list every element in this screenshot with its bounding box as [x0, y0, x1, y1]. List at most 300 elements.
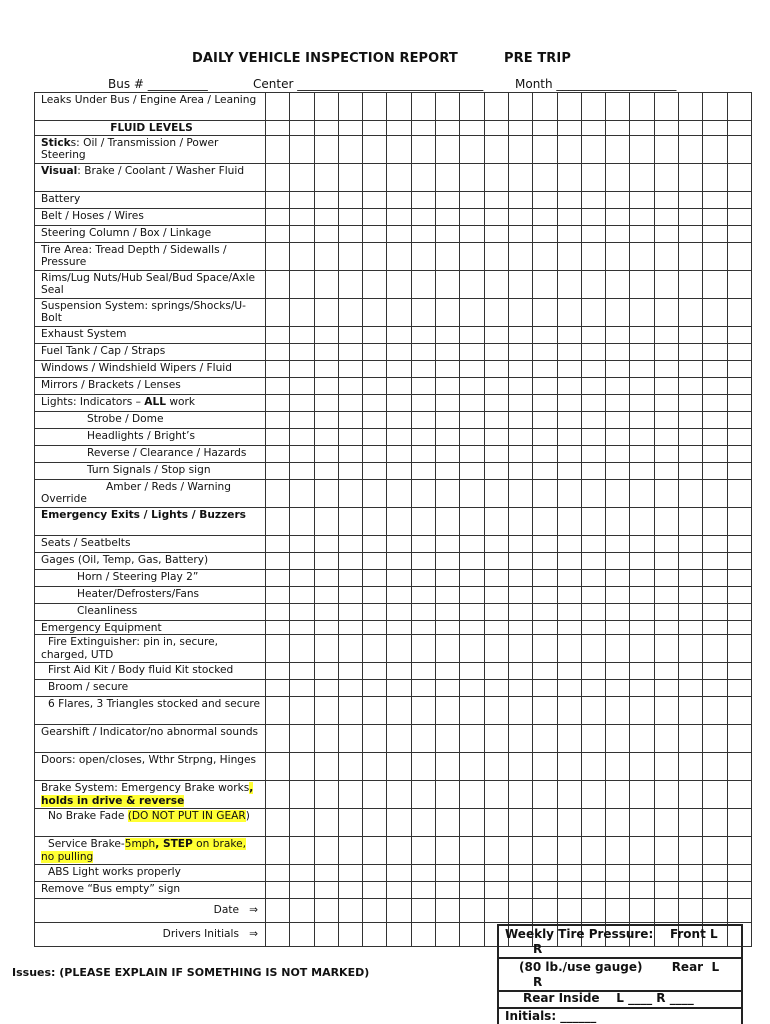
day-check-cell[interactable]: [266, 620, 290, 635]
day-check-cell[interactable]: [363, 837, 387, 865]
day-check-cell[interactable]: [606, 377, 630, 394]
day-check-cell[interactable]: [679, 270, 703, 298]
day-check-cell[interactable]: [266, 298, 290, 326]
day-check-cell[interactable]: [508, 753, 532, 781]
day-check-cell[interactable]: [387, 899, 411, 923]
day-check-cell[interactable]: [411, 865, 435, 882]
day-check-cell[interactable]: [703, 377, 727, 394]
day-check-cell[interactable]: [703, 865, 727, 882]
day-check-cell[interactable]: [411, 697, 435, 725]
day-check-cell[interactable]: [508, 725, 532, 753]
day-check-cell[interactable]: [557, 163, 581, 191]
day-check-cell[interactable]: [338, 242, 362, 270]
day-check-cell[interactable]: [679, 428, 703, 445]
day-check-cell[interactable]: [460, 809, 484, 837]
day-check-cell[interactable]: [703, 462, 727, 479]
day-check-cell[interactable]: [703, 298, 727, 326]
day-check-cell[interactable]: [314, 445, 338, 462]
day-check-cell[interactable]: [581, 377, 605, 394]
day-check-cell[interactable]: [654, 121, 678, 136]
day-check-cell[interactable]: [727, 899, 751, 923]
day-check-cell[interactable]: [484, 191, 508, 208]
day-check-cell[interactable]: [557, 680, 581, 697]
day-check-cell[interactable]: [460, 680, 484, 697]
day-check-cell[interactable]: [654, 680, 678, 697]
day-check-cell[interactable]: [266, 635, 290, 663]
day-check-cell[interactable]: [290, 462, 314, 479]
day-check-cell[interactable]: [508, 135, 532, 163]
day-check-cell[interactable]: [533, 753, 557, 781]
day-check-cell[interactable]: [363, 191, 387, 208]
day-check-cell[interactable]: [363, 899, 387, 923]
day-check-cell[interactable]: [266, 377, 290, 394]
day-check-cell[interactable]: [436, 923, 460, 947]
day-check-cell[interactable]: [630, 225, 654, 242]
day-check-cell[interactable]: [290, 163, 314, 191]
day-check-cell[interactable]: [606, 635, 630, 663]
day-check-cell[interactable]: [703, 697, 727, 725]
day-check-cell[interactable]: [436, 93, 460, 121]
day-check-cell[interactable]: [581, 620, 605, 635]
day-check-cell[interactable]: [727, 753, 751, 781]
day-check-cell[interactable]: [484, 360, 508, 377]
day-check-cell[interactable]: [387, 680, 411, 697]
day-check-cell[interactable]: [581, 586, 605, 603]
day-check-cell[interactable]: [630, 809, 654, 837]
day-check-cell[interactable]: [484, 445, 508, 462]
day-check-cell[interactable]: [533, 507, 557, 535]
day-check-cell[interactable]: [679, 620, 703, 635]
day-check-cell[interactable]: [557, 507, 581, 535]
day-check-cell[interactable]: [266, 225, 290, 242]
day-check-cell[interactable]: [533, 635, 557, 663]
day-check-cell[interactable]: [630, 603, 654, 620]
day-check-cell[interactable]: [630, 377, 654, 394]
day-check-cell[interactable]: [606, 191, 630, 208]
day-check-cell[interactable]: [314, 191, 338, 208]
day-check-cell[interactable]: [727, 680, 751, 697]
day-check-cell[interactable]: [436, 620, 460, 635]
day-check-cell[interactable]: [557, 552, 581, 569]
day-check-cell[interactable]: [338, 781, 362, 809]
day-check-cell[interactable]: [314, 394, 338, 411]
day-check-cell[interactable]: [363, 208, 387, 225]
day-check-cell[interactable]: [557, 326, 581, 343]
day-check-cell[interactable]: [436, 191, 460, 208]
day-check-cell[interactable]: [533, 809, 557, 837]
day-check-cell[interactable]: [314, 135, 338, 163]
day-check-cell[interactable]: [290, 428, 314, 445]
day-check-cell[interactable]: [411, 680, 435, 697]
day-check-cell[interactable]: [436, 298, 460, 326]
day-check-cell[interactable]: [363, 428, 387, 445]
day-check-cell[interactable]: [387, 462, 411, 479]
day-check-cell[interactable]: [314, 270, 338, 298]
day-check-cell[interactable]: [314, 882, 338, 899]
day-check-cell[interactable]: [338, 680, 362, 697]
day-check-cell[interactable]: [654, 270, 678, 298]
day-check-cell[interactable]: [654, 753, 678, 781]
day-check-cell[interactable]: [606, 242, 630, 270]
day-check-cell[interactable]: [727, 135, 751, 163]
day-check-cell[interactable]: [654, 462, 678, 479]
day-check-cell[interactable]: [363, 635, 387, 663]
day-check-cell[interactable]: [411, 326, 435, 343]
day-check-cell[interactable]: [581, 753, 605, 781]
day-check-cell[interactable]: [727, 270, 751, 298]
day-check-cell[interactable]: [533, 865, 557, 882]
day-check-cell[interactable]: [387, 445, 411, 462]
day-check-cell[interactable]: [533, 225, 557, 242]
day-check-cell[interactable]: [436, 781, 460, 809]
day-check-cell[interactable]: [436, 586, 460, 603]
day-check-cell[interactable]: [533, 377, 557, 394]
day-check-cell[interactable]: [436, 809, 460, 837]
day-check-cell[interactable]: [290, 445, 314, 462]
day-check-cell[interactable]: [581, 697, 605, 725]
day-check-cell[interactable]: [557, 635, 581, 663]
day-check-cell[interactable]: [314, 680, 338, 697]
day-check-cell[interactable]: [703, 343, 727, 360]
day-check-cell[interactable]: [557, 121, 581, 136]
day-check-cell[interactable]: [508, 899, 532, 923]
day-check-cell[interactable]: [460, 208, 484, 225]
day-check-cell[interactable]: [727, 225, 751, 242]
day-check-cell[interactable]: [727, 882, 751, 899]
day-check-cell[interactable]: [679, 809, 703, 837]
day-check-cell[interactable]: [703, 809, 727, 837]
day-check-cell[interactable]: [290, 552, 314, 569]
day-check-cell[interactable]: [387, 360, 411, 377]
day-check-cell[interactable]: [411, 428, 435, 445]
day-check-cell[interactable]: [557, 135, 581, 163]
day-check-cell[interactable]: [290, 121, 314, 136]
day-check-cell[interactable]: [387, 121, 411, 136]
day-check-cell[interactable]: [484, 428, 508, 445]
day-check-cell[interactable]: [290, 479, 314, 507]
day-check-cell[interactable]: [581, 360, 605, 377]
day-check-cell[interactable]: [727, 635, 751, 663]
day-check-cell[interactable]: [727, 535, 751, 552]
day-check-cell[interactable]: [703, 163, 727, 191]
day-check-cell[interactable]: [266, 899, 290, 923]
day-check-cell[interactable]: [266, 445, 290, 462]
day-check-cell[interactable]: [727, 697, 751, 725]
day-check-cell[interactable]: [460, 899, 484, 923]
day-check-cell[interactable]: [411, 445, 435, 462]
day-check-cell[interactable]: [679, 445, 703, 462]
day-check-cell[interactable]: [363, 603, 387, 620]
day-check-cell[interactable]: [533, 135, 557, 163]
day-check-cell[interactable]: [508, 882, 532, 899]
day-check-cell[interactable]: [460, 507, 484, 535]
day-check-cell[interactable]: [460, 882, 484, 899]
day-check-cell[interactable]: [290, 394, 314, 411]
day-check-cell[interactable]: [266, 680, 290, 697]
day-check-cell[interactable]: [557, 242, 581, 270]
day-check-cell[interactable]: [533, 191, 557, 208]
day-check-cell[interactable]: [266, 552, 290, 569]
day-check-cell[interactable]: [338, 428, 362, 445]
day-check-cell[interactable]: [533, 552, 557, 569]
day-check-cell[interactable]: [533, 360, 557, 377]
day-check-cell[interactable]: [508, 781, 532, 809]
day-check-cell[interactable]: [338, 191, 362, 208]
day-check-cell[interactable]: [387, 411, 411, 428]
day-check-cell[interactable]: [290, 635, 314, 663]
day-check-cell[interactable]: [387, 697, 411, 725]
day-check-cell[interactable]: [411, 377, 435, 394]
day-check-cell[interactable]: [290, 603, 314, 620]
day-check-cell[interactable]: [460, 191, 484, 208]
day-check-cell[interactable]: [338, 552, 362, 569]
day-check-cell[interactable]: [679, 535, 703, 552]
day-check-cell[interactable]: [581, 225, 605, 242]
day-check-cell[interactable]: [533, 603, 557, 620]
day-check-cell[interactable]: [290, 586, 314, 603]
day-check-cell[interactable]: [338, 635, 362, 663]
day-check-cell[interactable]: [338, 208, 362, 225]
day-check-cell[interactable]: [703, 899, 727, 923]
day-check-cell[interactable]: [508, 377, 532, 394]
day-check-cell[interactable]: [411, 635, 435, 663]
day-check-cell[interactable]: [460, 586, 484, 603]
day-check-cell[interactable]: [703, 135, 727, 163]
day-check-cell[interactable]: [727, 343, 751, 360]
day-check-cell[interactable]: [314, 781, 338, 809]
day-check-cell[interactable]: [338, 343, 362, 360]
day-check-cell[interactable]: [508, 479, 532, 507]
day-check-cell[interactable]: [314, 326, 338, 343]
day-check-cell[interactable]: [654, 343, 678, 360]
day-check-cell[interactable]: [606, 135, 630, 163]
day-check-cell[interactable]: [630, 680, 654, 697]
day-check-cell[interactable]: [387, 809, 411, 837]
day-check-cell[interactable]: [484, 208, 508, 225]
day-check-cell[interactable]: [727, 603, 751, 620]
day-check-cell[interactable]: [727, 837, 751, 865]
day-check-cell[interactable]: [679, 360, 703, 377]
day-check-cell[interactable]: [290, 809, 314, 837]
day-check-cell[interactable]: [411, 569, 435, 586]
day-check-cell[interactable]: [654, 809, 678, 837]
day-check-cell[interactable]: [436, 462, 460, 479]
day-check-cell[interactable]: [436, 899, 460, 923]
center-field[interactable]: Center _______________________________: [253, 77, 484, 91]
day-check-cell[interactable]: [533, 326, 557, 343]
day-check-cell[interactable]: [436, 428, 460, 445]
day-check-cell[interactable]: [606, 837, 630, 865]
day-check-cell[interactable]: [314, 569, 338, 586]
day-check-cell[interactable]: [630, 569, 654, 586]
day-check-cell[interactable]: [508, 865, 532, 882]
day-check-cell[interactable]: [703, 394, 727, 411]
day-check-cell[interactable]: [654, 298, 678, 326]
day-check-cell[interactable]: [557, 569, 581, 586]
day-check-cell[interactable]: [508, 680, 532, 697]
day-check-cell[interactable]: [436, 270, 460, 298]
day-check-cell[interactable]: [387, 569, 411, 586]
day-check-cell[interactable]: [290, 697, 314, 725]
day-check-cell[interactable]: [606, 208, 630, 225]
day-check-cell[interactable]: [557, 394, 581, 411]
day-check-cell[interactable]: [460, 135, 484, 163]
day-check-cell[interactable]: [363, 569, 387, 586]
day-check-cell[interactable]: [460, 603, 484, 620]
day-check-cell[interactable]: [363, 781, 387, 809]
day-check-cell[interactable]: [411, 208, 435, 225]
day-check-cell[interactable]: [314, 899, 338, 923]
day-check-cell[interactable]: [484, 680, 508, 697]
day-check-cell[interactable]: [484, 93, 508, 121]
day-check-cell[interactable]: [533, 479, 557, 507]
day-check-cell[interactable]: [630, 445, 654, 462]
day-check-cell[interactable]: [460, 411, 484, 428]
day-check-cell[interactable]: [508, 697, 532, 725]
day-check-cell[interactable]: [679, 242, 703, 270]
day-check-cell[interactable]: [703, 603, 727, 620]
day-check-cell[interactable]: [460, 242, 484, 270]
day-check-cell[interactable]: [387, 663, 411, 680]
day-check-cell[interactable]: [606, 445, 630, 462]
day-check-cell[interactable]: [581, 507, 605, 535]
day-check-cell[interactable]: [387, 163, 411, 191]
day-check-cell[interactable]: [266, 753, 290, 781]
day-check-cell[interactable]: [411, 882, 435, 899]
day-check-cell[interactable]: [557, 225, 581, 242]
day-check-cell[interactable]: [727, 163, 751, 191]
day-check-cell[interactable]: [557, 809, 581, 837]
day-check-cell[interactable]: [630, 242, 654, 270]
day-check-cell[interactable]: [387, 343, 411, 360]
day-check-cell[interactable]: [727, 620, 751, 635]
day-check-cell[interactable]: [630, 121, 654, 136]
day-check-cell[interactable]: [654, 411, 678, 428]
day-check-cell[interactable]: [727, 663, 751, 680]
day-check-cell[interactable]: [411, 121, 435, 136]
day-check-cell[interactable]: [460, 781, 484, 809]
day-check-cell[interactable]: [654, 882, 678, 899]
day-check-cell[interactable]: [630, 837, 654, 865]
day-check-cell[interactable]: [266, 586, 290, 603]
day-check-cell[interactable]: [557, 535, 581, 552]
day-check-cell[interactable]: [363, 93, 387, 121]
day-check-cell[interactable]: [557, 270, 581, 298]
day-check-cell[interactable]: [363, 242, 387, 270]
day-check-cell[interactable]: [460, 725, 484, 753]
day-check-cell[interactable]: [387, 326, 411, 343]
day-check-cell[interactable]: [679, 865, 703, 882]
day-check-cell[interactable]: [630, 360, 654, 377]
day-check-cell[interactable]: [581, 93, 605, 121]
day-check-cell[interactable]: [703, 242, 727, 270]
day-check-cell[interactable]: [679, 298, 703, 326]
day-check-cell[interactable]: [533, 837, 557, 865]
day-check-cell[interactable]: [266, 865, 290, 882]
day-check-cell[interactable]: [679, 781, 703, 809]
day-check-cell[interactable]: [387, 242, 411, 270]
day-check-cell[interactable]: [727, 208, 751, 225]
day-check-cell[interactable]: [460, 697, 484, 725]
day-check-cell[interactable]: [363, 225, 387, 242]
day-check-cell[interactable]: [533, 781, 557, 809]
day-check-cell[interactable]: [314, 507, 338, 535]
day-check-cell[interactable]: [436, 479, 460, 507]
day-check-cell[interactable]: [460, 377, 484, 394]
day-check-cell[interactable]: [581, 635, 605, 663]
day-check-cell[interactable]: [581, 725, 605, 753]
day-check-cell[interactable]: [606, 753, 630, 781]
day-check-cell[interactable]: [460, 635, 484, 663]
day-check-cell[interactable]: [679, 208, 703, 225]
day-check-cell[interactable]: [630, 753, 654, 781]
day-check-cell[interactable]: [436, 725, 460, 753]
day-check-cell[interactable]: [654, 191, 678, 208]
day-check-cell[interactable]: [484, 377, 508, 394]
day-check-cell[interactable]: [703, 208, 727, 225]
day-check-cell[interactable]: [679, 899, 703, 923]
day-check-cell[interactable]: [363, 809, 387, 837]
day-check-cell[interactable]: [363, 882, 387, 899]
day-check-cell[interactable]: [338, 135, 362, 163]
day-check-cell[interactable]: [363, 552, 387, 569]
day-check-cell[interactable]: [387, 377, 411, 394]
day-check-cell[interactable]: [581, 191, 605, 208]
day-check-cell[interactable]: [314, 535, 338, 552]
day-check-cell[interactable]: [387, 507, 411, 535]
day-check-cell[interactable]: [484, 620, 508, 635]
day-check-cell[interactable]: [436, 343, 460, 360]
day-check-cell[interactable]: [484, 479, 508, 507]
day-check-cell[interactable]: [703, 781, 727, 809]
day-check-cell[interactable]: [338, 225, 362, 242]
day-check-cell[interactable]: [727, 462, 751, 479]
day-check-cell[interactable]: [387, 298, 411, 326]
day-check-cell[interactable]: [460, 663, 484, 680]
day-check-cell[interactable]: [266, 411, 290, 428]
day-check-cell[interactable]: [727, 93, 751, 121]
day-check-cell[interactable]: [727, 242, 751, 270]
day-check-cell[interactable]: [630, 882, 654, 899]
day-check-cell[interactable]: [727, 781, 751, 809]
day-check-cell[interactable]: [679, 635, 703, 663]
day-check-cell[interactable]: [703, 507, 727, 535]
day-check-cell[interactable]: [290, 270, 314, 298]
day-check-cell[interactable]: [581, 882, 605, 899]
day-check-cell[interactable]: [266, 663, 290, 680]
day-check-cell[interactable]: [290, 753, 314, 781]
day-check-cell[interactable]: [314, 93, 338, 121]
day-check-cell[interactable]: [436, 535, 460, 552]
day-check-cell[interactable]: [654, 697, 678, 725]
day-check-cell[interactable]: [460, 552, 484, 569]
day-check-cell[interactable]: [484, 242, 508, 270]
day-check-cell[interactable]: [533, 620, 557, 635]
day-check-cell[interactable]: [460, 535, 484, 552]
day-check-cell[interactable]: [679, 377, 703, 394]
day-check-cell[interactable]: [363, 326, 387, 343]
day-check-cell[interactable]: [266, 163, 290, 191]
day-check-cell[interactable]: [314, 603, 338, 620]
day-check-cell[interactable]: [654, 837, 678, 865]
day-check-cell[interactable]: [533, 535, 557, 552]
day-check-cell[interactable]: [266, 394, 290, 411]
day-check-cell[interactable]: [654, 225, 678, 242]
day-check-cell[interactable]: [266, 462, 290, 479]
day-check-cell[interactable]: [727, 586, 751, 603]
day-check-cell[interactable]: [630, 462, 654, 479]
day-check-cell[interactable]: [581, 865, 605, 882]
